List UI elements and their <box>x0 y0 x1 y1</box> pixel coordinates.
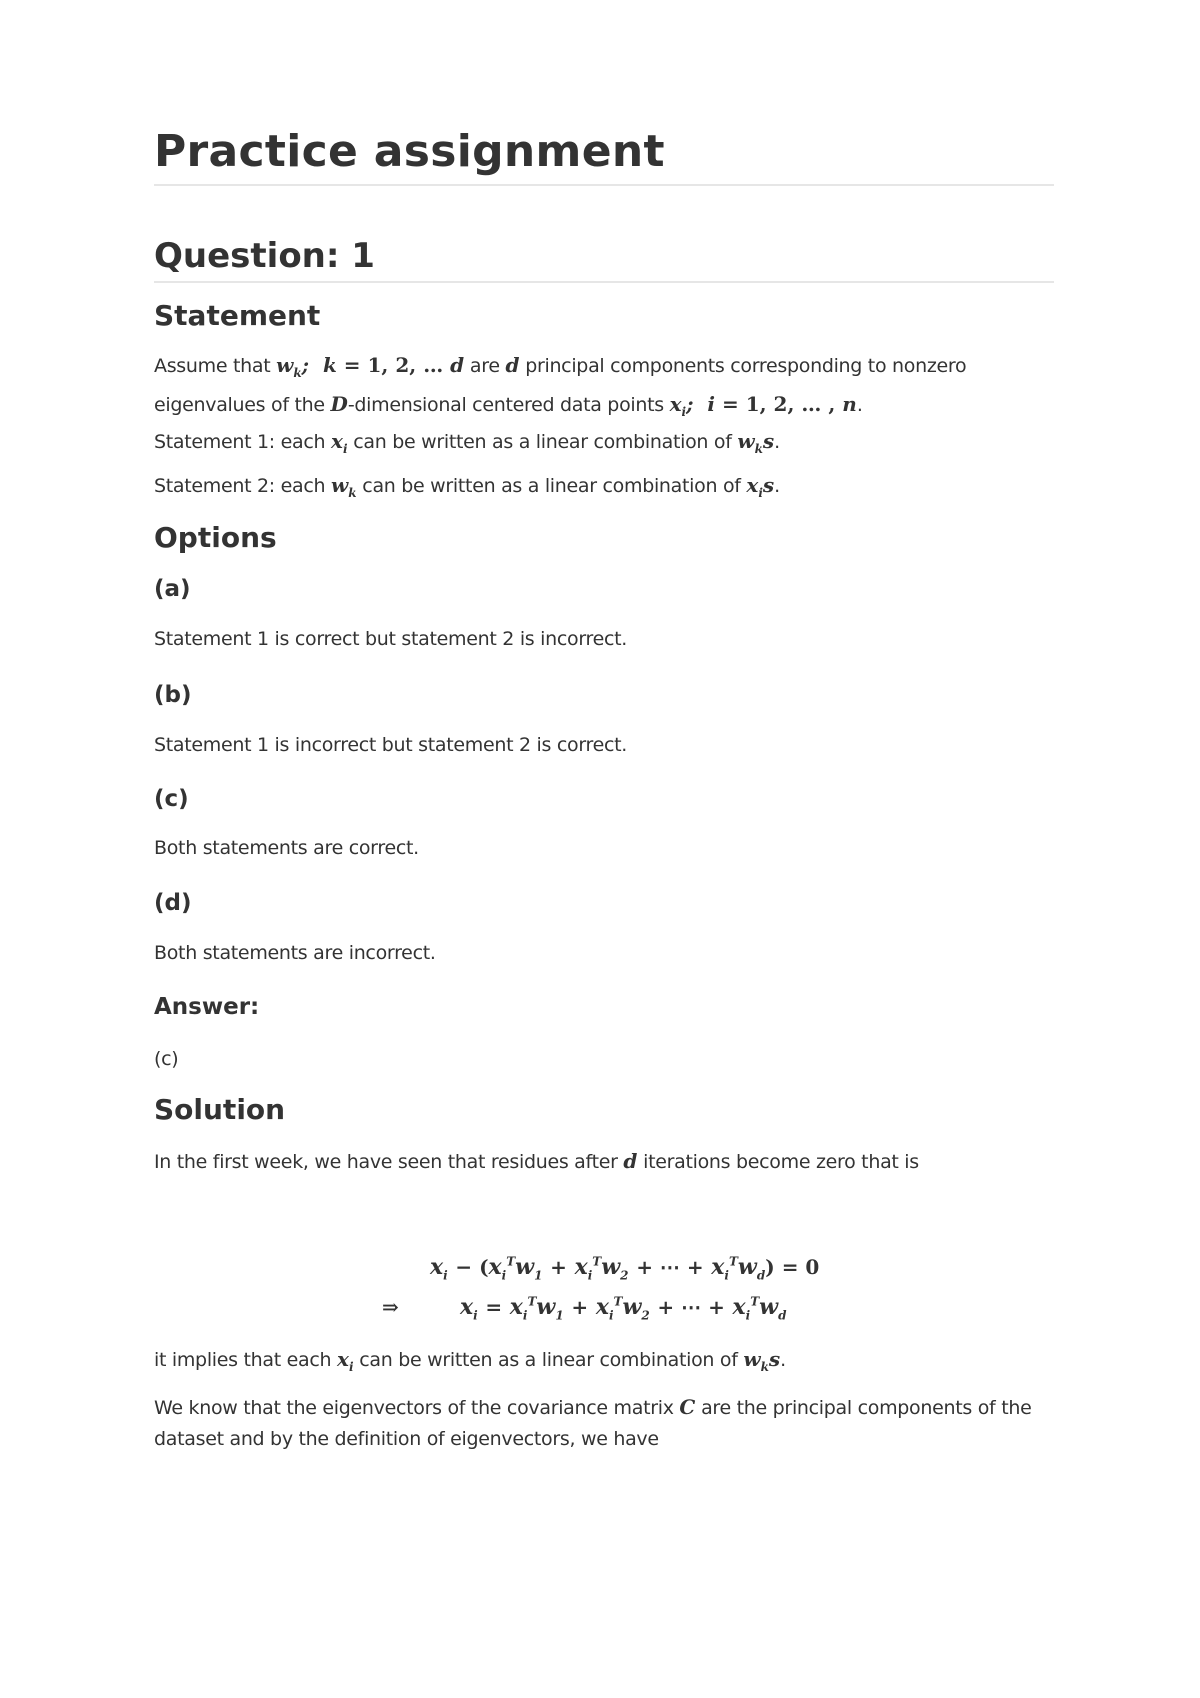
solution-paragraph-3: We know that the eigenvectors of the covariance matrix C are the principal components of the dataset and by the definition of eigenvectors, we have <box>154 1395 1032 1450</box>
answer-heading: Answer: <box>154 994 260 1020</box>
statement-heading: Statement <box>154 299 321 332</box>
equation-line-1: $x_i - (x_i^Tw_1 + x_i^Tw_2$ + ⋯ + $x_i^Tw_d) = 0$ <box>430 1254 820 1283</box>
statement-1: Statement 1: each $x_i$ can be written as a linear combination of $w_ks$. <box>154 429 780 456</box>
solution-paragraph-2: it implies that each $x_i$ can be written as a linear combination of $w_ks$. <box>154 1347 786 1374</box>
option-c-text: Both statements are correct. <box>154 837 419 859</box>
page-title: Practice assignment <box>154 124 1054 186</box>
residue-equation <box>154 1254 1054 1334</box>
statement-2: Statement 2: each $w_k$ can be written as a linear combination of $x_is$. <box>154 473 780 500</box>
statement-intro: Assume that $w_k$; k = 1, 2, … d are d principal components corresponding to nonzero eigenvalues of the D-dimensional centered data points $x_i$; i = 1, 2, … , n. <box>154 353 967 419</box>
option-b-label: (b) <box>154 682 192 708</box>
solution-paragraph-1: In the first week, we have seen that residues after d iterations become zero that is <box>154 1149 919 1173</box>
answer-value: (c) <box>154 1048 179 1070</box>
option-a-text: Statement 1 is correct but statement 2 is incorrect. <box>154 628 628 650</box>
option-d-label: (d) <box>154 890 192 916</box>
equation-arrow: ⇒ <box>382 1295 399 1319</box>
question-heading: Question: 1 <box>154 234 1054 283</box>
option-c-label: (c) <box>154 786 189 812</box>
equation-line-2: $x_i = x_i^Tw_1 + x_i^Tw_2$ + ⋯ + $x_i^Tw_d$ <box>460 1294 787 1323</box>
option-a-label: (a) <box>154 576 191 602</box>
option-d-text: Both statements are incorrect. <box>154 942 436 964</box>
options-heading: Options <box>154 521 277 554</box>
option-b-text: Statement 1 is incorrect but statement 2 is correct. <box>154 734 628 756</box>
solution-heading: Solution <box>154 1093 286 1126</box>
